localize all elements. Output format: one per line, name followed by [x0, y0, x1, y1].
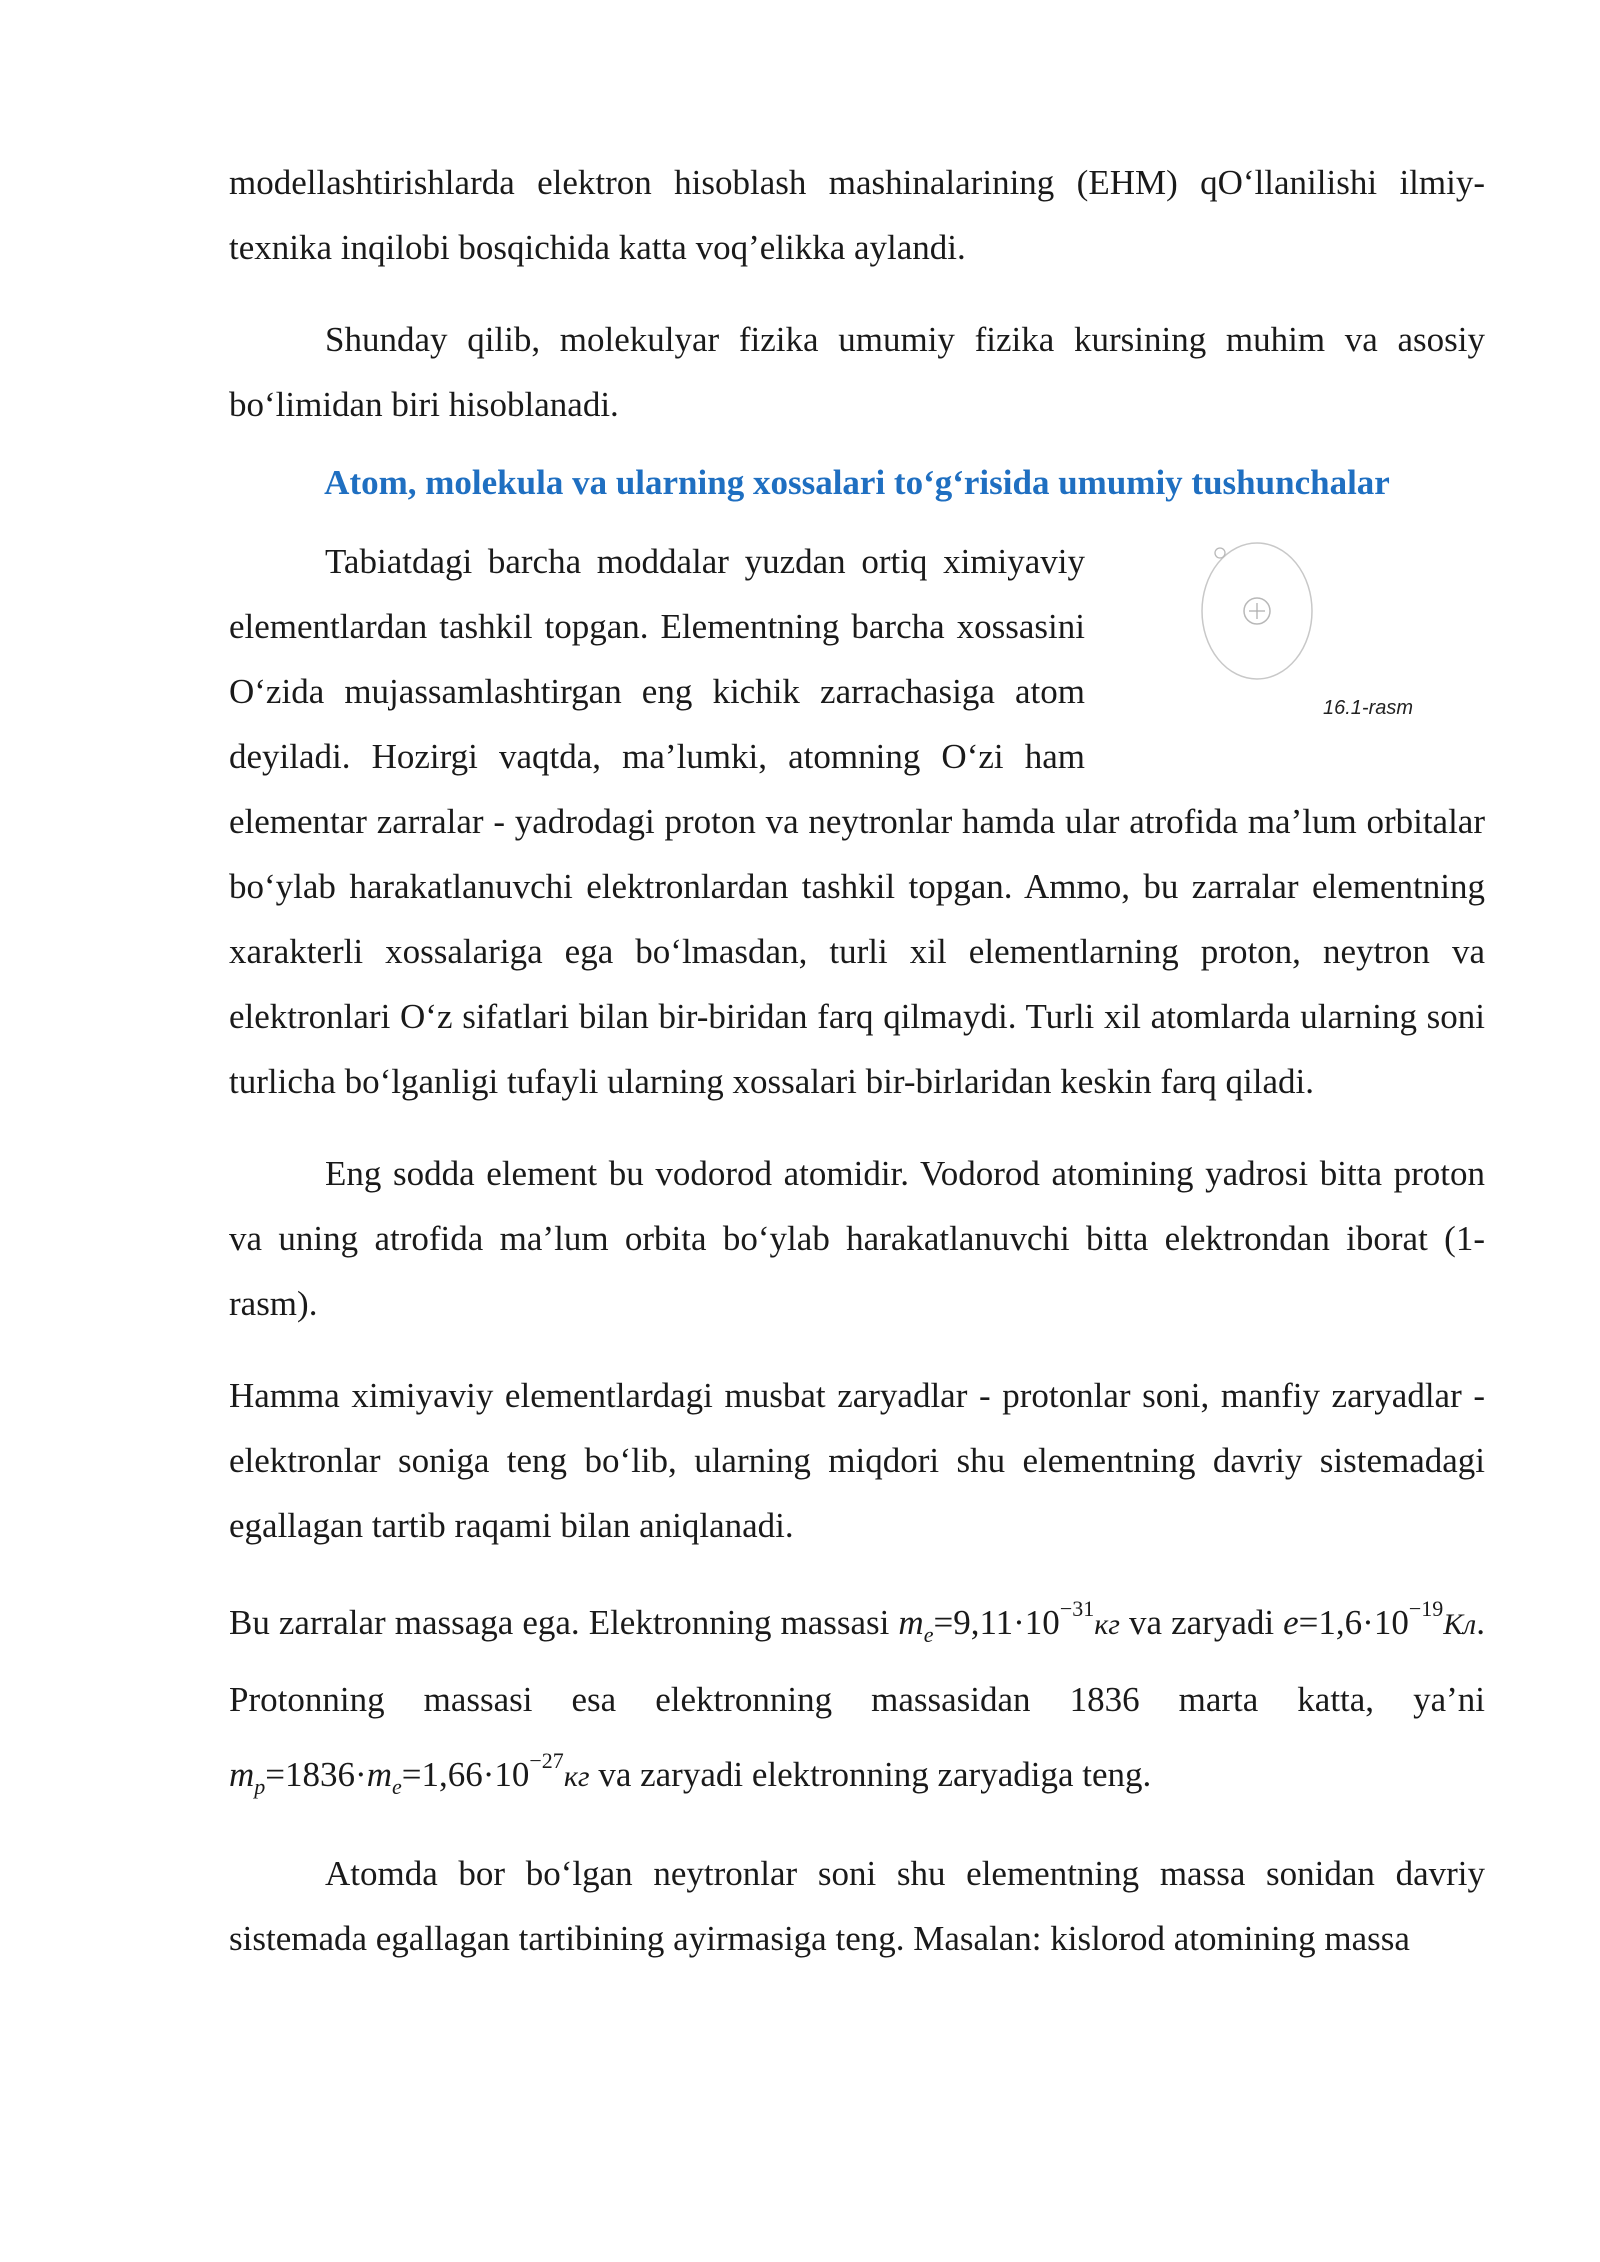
- electron-mass-formula: $m_e=9,11\cdot 10^{-31}кг$: [898, 1596, 1120, 1647]
- paragraph-atoms-text: Tabiatdagi barcha moddalar yuzdan ortiq ximiyaviy elementlardan tashkil topgan. Elementning barcha xossasini O‘zida mujassamlashtirgan eng kichik zarrachasiga atom deyiladi. Hozirgi vaqtda, ma’lumki, atomning O‘zi ham elementar zarralar - yadrodagi proton va neytronlar hamda ular atrofida ma’lum orbitalar bo‘ylab harakatlanuvchi elektronlardan tashkil topgan. Ammo, bu zarralar elementning xarakterli xossalariga ega bo‘lmasdan, turli xil elementlarning proton, neytron va elektronlari O‘z sifatlari bilan bir-biridan farq qilmaydi. Turli xil atomlarda ularning soni turlicha bo‘lganligi tufayli ularning xossalari bir-birlaridan keskin farq qiladi.: [229, 542, 1485, 1101]
- hydrogen-atom-figure: [1155, 529, 1485, 789]
- electron-circle: [1215, 548, 1225, 558]
- paragraph-charges: Hamma ximiyaviy elementlardagi musbat zaryadlar - protonlar soni, manfiy zaryadlar - elektronlar soniga teng bo‘lib, ularning miqdori shu elementning davriy sistemadagi egallagan tartib raqami bilan aniqlanadi.: [229, 1376, 1485, 1545]
- section-heading: Atom, molekula va ularning xossalari to‘g‘risida umumiy tushunchalar: [324, 463, 1390, 502]
- atom-diagram-icon: [1192, 529, 1322, 689]
- figure-caption: 16.1-rasm: [1322, 697, 1414, 719]
- electron-charge-formula: $e=1,6\cdot 10^{-19}Кл$: [1283, 1596, 1477, 1642]
- paragraph-ehm: modellashtirishlarda elektron hisoblash mashinalarining (EHM) qO‘llanilishi ilmiy-texnika inqilobi bosqichida katta voq’elikka aylandi.: [229, 163, 1485, 267]
- document-page: [229, 150, 1485, 1971]
- paragraph-neutrons: Atomda bor bo‘lgan neytronlar soni shu elementning massa sonidan davriy sistemada egallagan tartibining ayirmasiga teng. Masalan: kislorod atomining massa: [229, 1854, 1485, 1958]
- paragraph-atoms: [229, 529, 1485, 1114]
- paragraph-hydrogen: Eng sodda element bu vodorod atomidir. Vodorod atomining yadrosi bitta proton va uning atrofida ma’lum orbita bo‘ylab harakatlanuvchi bitta elektrondan iborat (1-rasm).: [229, 1154, 1485, 1323]
- paragraph-molecular-physics: Shunday qilib, molekulyar fizika umumiy fizika kursining muhim va asosiy bo‘limidan biri hisoblanadi.: [229, 320, 1485, 424]
- paragraph-masses: Bu zarralar massaga ega. Elektronning massasi $m_e=9,11\cdot 10^{-31}кг$ va zaryadi $e=1,6\cdot 10^{-19}Кл$. Protonning massasi esa elektronning massasidan 1836 marta katta, ya’ni $m_p=1836\cdot m_e=1,66\cdot 10^{-27}кг$ va zaryadi elektronning zaryadiga teng.: [229, 1596, 1486, 1799]
- proton-mass-formula: $m_p=1836\cdot m_e=1,66\cdot 10^{-27}кг$: [229, 1748, 590, 1799]
